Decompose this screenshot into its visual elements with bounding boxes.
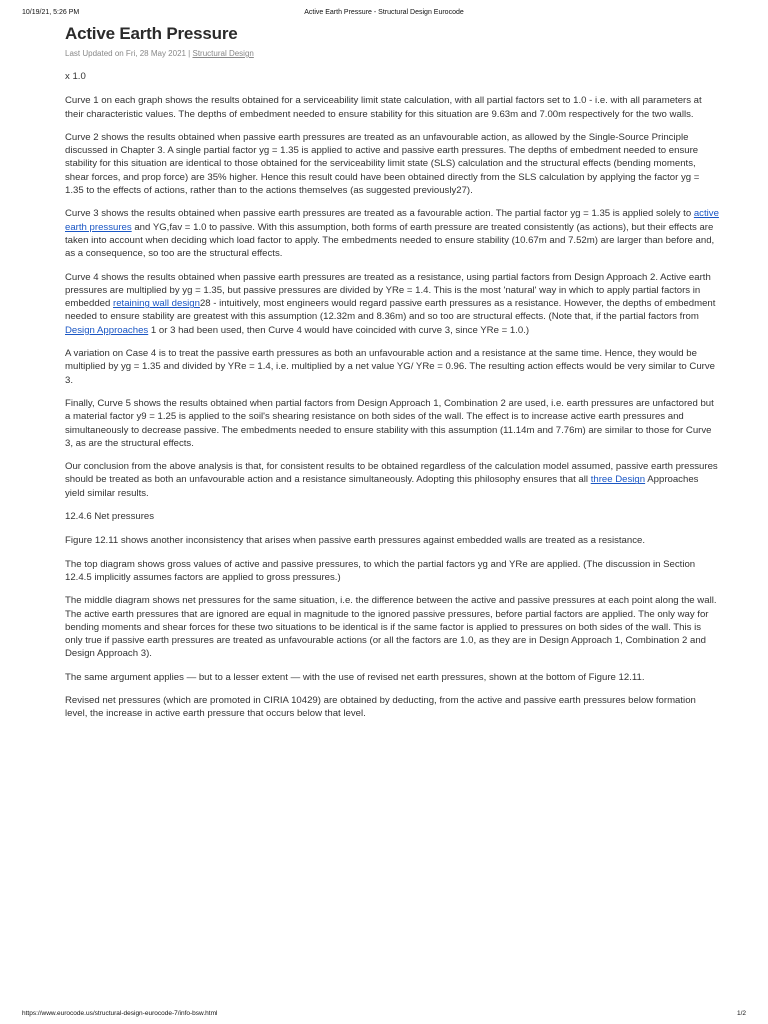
text-span: Curve 3 shows the results obtained when passive earth pressures are treated as a favourable action. The partial factor yg = 1.35 is applied solely to (65, 208, 694, 220)
page-title: Active Earth Pressure (65, 24, 238, 43)
print-title: Active Earth Pressure - Structural Design Eurocode (304, 9, 464, 16)
paragraph-top-diagram: The top diagram shows gross values of active and passive pressures, to which the partial factors yg and YRe are applied. (The discussion in Section 12.4.5 implicitly assumes factors are applied to gross pressures.) (65, 558, 696, 583)
active-earth-pressures-link[interactable]: active earth pressures (65, 208, 719, 233)
paragraph-revised-net: Revised net pressures (which are promoted in CIRIA 10429) are obtained by deducting, from the active and passive earth pressures below formation level, the increase in active earth pressure that occurs below that level. (65, 694, 696, 720)
text-span: Our conclusion from the above analysis is that, for consistent results to be obtained regardless of the calculation model assumed, passive earth pressures should be treated as both an unfavourable action and a resistance simultaneously. Adopting this philosophy ensures that all (65, 461, 718, 486)
page-number: 1/2 (736, 1010, 746, 1017)
article-meta (65, 49, 719, 58)
paragraph-x10: x 1.0 (65, 71, 86, 82)
paragraph-curve2: Curve 2 shows the results obtained when passive earth pressures are treated as an unfavourable action, as allowed by the Single-Source Principle discussed in Chapter 3. A single partial factor yg = 1.35 is applied to active and passive earth pressures. The depths of embedment needed to ensure stability for this situation are identical to those obtained for the serviceability limit state (SLS) calculation and the structural effects (bending moments, shear forces, and prop force) are 35% higher. Hence this result could have been obtained directly from the SLS calculation by applying the factor yg = 1.35 to the effects of actions, rather than to the actions themselves (as suggested previously27). (65, 131, 700, 197)
design-approaches-link[interactable]: Design Approaches (65, 324, 149, 336)
text-span: Approaches yield similar results. (65, 474, 699, 499)
three-design-link[interactable]: three Design (590, 474, 646, 486)
text-span: and YG,fav = 1.0 to passive. With this assumption, both forms of earth pressure are treated consistently (as actions), but their effects are taken into account when deciding which load factor to apply. The embedments needed to ensure stability (10.67m and 7.52m) are larger than before and, as a consequence, so too are the structural effects. (65, 221, 715, 260)
paragraph-curve5: Finally, Curve 5 shows the results obtained when partial factors from Design Approach 1, Combination 2 are used, i.e. earth pressures are unfactored but a material factor y9 = 1.25 is applied to the soil's shearing resistance on both sides of the wall. The effect is to increase active earth pressures and simultaneously to decrease passive. The embedments needed to ensure stability with this assumption (11.14m and 7.76m) are similar to those for Curve 3, as are the structural effects. (65, 397, 714, 449)
paragraph-same-argument: The same argument applies — but to a lesser extent — with the use of revised net earth pressures, shown at the bottom of Figure 12.11. (65, 671, 645, 683)
paragraph-curve4 (65, 271, 719, 337)
paragraph-curve1: Curve 1 on each graph shows the results obtained for a serviceability limit state calculation, with all partial factors set to 1.0 - i.e. with all parameters at their characteristic values. The depths of embedment needed to ensure stability for this situation are 9.63m and 7.00m respectively for the two walls. (65, 95, 702, 120)
paragraph-middle-diagram: The middle diagram shows net pressures for the same situation, i.e. the difference between the active and passive pressures at each point along the wall. The active earth pressures that are ignored are equal in magnitude to the ignored passive pressures, before partial factors are applied. The only way for bending moments and shear forces for these two situations to be identical is if the same factor is applied to pressures on both sides of the wall. This is only true if passive earth pressures are treated as unfavourable actions (or all the factors are 1.0, as they are in Design Approach 1, Combination 2 and Design Approach 3). (65, 595, 717, 660)
print-date: 10/19/21, 5:26 PM (22, 9, 80, 16)
print-url: https://www.eurocode.us/structural-design-eurocode-7/info-bsw.html (22, 1010, 218, 1017)
text-span: 28 - intuitively, most engineers would regard passive earth pressures as a resistance. However, the depths of embedment needed to ensure stability are greatest with this assumption (12.32m and 8.36m) and so too are structural effects. (Note that, if the partial factors from (65, 298, 716, 323)
paragraph-variation: A variation on Case 4 is to treat the passive earth pressures as both an unfavourable action and a resistance at the same time. Hence, they would be multiplied by yg = 1.35 and divided by YRe = 1.4, i.e. multiplied by a net value YG/ YRe = 0.96. The resulting action effects would be very similar to Curve 3. (65, 348, 715, 386)
text-span: Curve 4 shows the results obtained when passive earth pressures are treated as a resistance, using partial factors from Design Approach 2. Active earth pressures are multiplied by yg = 1.35, but passive pressures are divided by YRe = 1.4. This is the most 'natural' way in which to apply partial factors in embedded (65, 271, 711, 310)
paragraph-conclusion (65, 460, 719, 500)
last-updated: Last Updated on Fri, 28 May 2021 | (65, 49, 193, 58)
paragraph-figure: Figure 12.11 shows another inconsistency that arises when passive earth pressures against embedded walls are treated as a resistance. (65, 535, 646, 547)
section-heading: 12.4.6 Net pressures (65, 511, 155, 523)
retaining-wall-design-link[interactable]: retaining wall design (113, 298, 200, 310)
category-link[interactable]: Structural Design (192, 49, 254, 58)
text-span: 1 or 3 had been used, then Curve 4 would have coincided with curve 3, since YRe = 1.0.) (148, 324, 530, 336)
paragraph-curve3 (65, 207, 719, 260)
article (65, 24, 719, 731)
